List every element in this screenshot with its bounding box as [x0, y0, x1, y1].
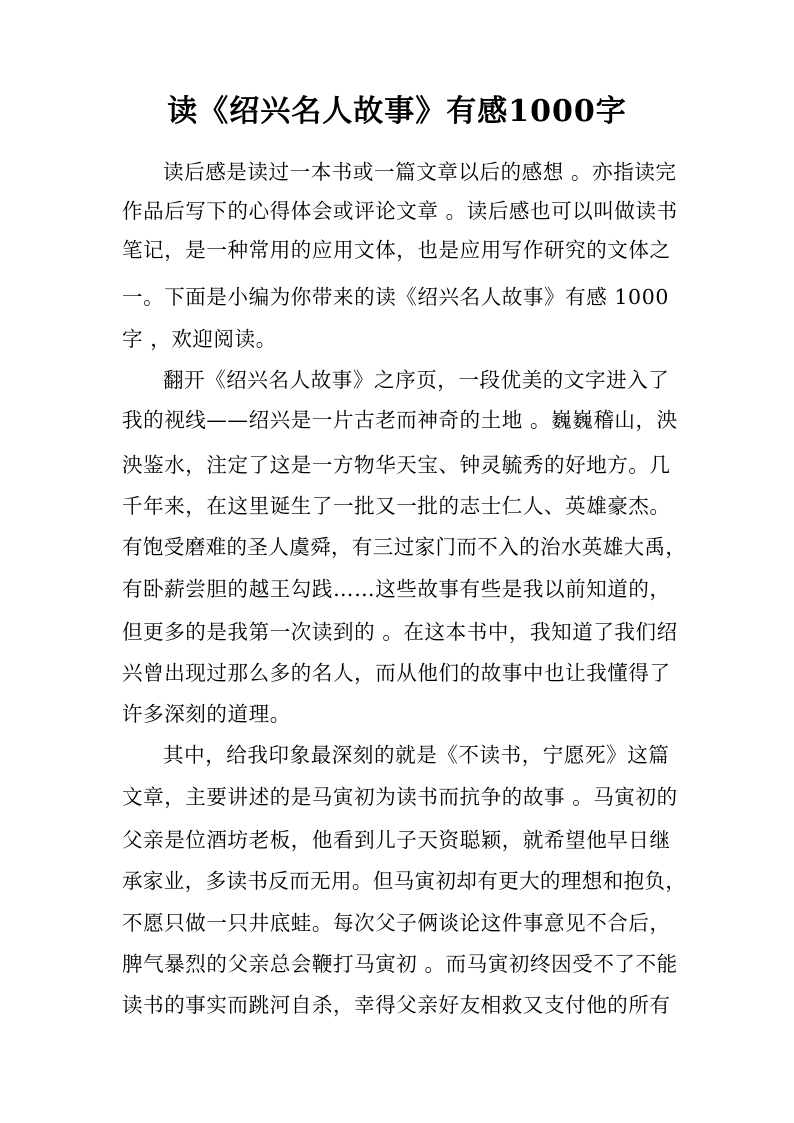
paragraph-2-line-9: 许多深刻的道理。 — [122, 702, 291, 726]
paragraph-3-line-3: 父亲是位酒坊老板，他看到儿子天资聪颖，就希望他早日继 — [122, 828, 671, 852]
paragraph-1-line-3: 笔记，是一种常用的应用文体，也是应用写作研究的文体之 — [122, 238, 671, 262]
paragraph-1-line-4: 一。下面是小编为你带来的读《绍兴名人故事》有感 1000 — [122, 285, 669, 309]
paragraph-3-line-1: 其中，给我印象最深刻的就是《不读书，宁愿死》这篇 — [163, 743, 670, 767]
paragraph-2-line-3: 泱鉴水，注定了这是一方物华天宝、钟灵毓秀的好地方。几 — [122, 453, 671, 477]
paragraph-2-line-8: 兴曾出现过那么多的名人，而从他们的故事中也让我懂得了 — [122, 661, 671, 685]
document-title: 读《绍兴名人故事》有感1000字 — [167, 94, 627, 129]
paragraph-2-line-5: 有饱受磨难的圣人虞舜，有三过家门而不入的治水英雄大禹， — [122, 535, 687, 559]
paragraph-2-line-7: 但更多的是我第一次读到的 。在这本书中，我知道了我们绍 — [122, 620, 678, 644]
paragraph-2-line-6: 有卧薪尝胆的越王勾践……这些故事有些是我以前知道的， — [122, 577, 671, 601]
paragraph-1-line-2: 作品后写下的心得体会或评论文章 。读后感也可以叫做读书 — [122, 199, 678, 223]
paragraph-3-line-2: 文章，主要讲述的是马寅初为读书而抗争的故事 。马寅初的 — [122, 785, 678, 809]
paragraph-1-line-5: 字 ，欢迎阅读。 — [122, 327, 277, 351]
paragraph-3-line-6: 脾气暴烈的父亲总会鞭打马寅初 。而马寅初终因受不了不能 — [122, 952, 678, 976]
paragraph-3-line-7: 读书的事实而跳河自杀，幸得父亲好友相救又支付他的所有 — [122, 993, 671, 1017]
paragraph-2-line-1: 翻开《绍兴名人故事》之序页，一段优美的文字进入了 — [163, 368, 670, 392]
paragraph-3-line-5: 不愿只做一只井底蛙。每次父子俩谈论这件事意见不合后， — [122, 911, 671, 935]
paragraph-1-line-1: 读后感是读过一本书或一篇文章以后的感想 。亦指读完 — [163, 160, 677, 184]
paragraph-2-line-4: 千年来，在这里诞生了一批又一批的志士仁人、英雄豪杰。 — [122, 494, 671, 518]
paragraph-2-line-2: 我的视线——绍兴是一片古老而神奇的土地 。巍巍稽山，泱 — [122, 408, 678, 432]
paragraph-3-line-4: 承家业，多读书反而无用。但马寅初却有更大的理想和抱负， — [122, 869, 687, 893]
